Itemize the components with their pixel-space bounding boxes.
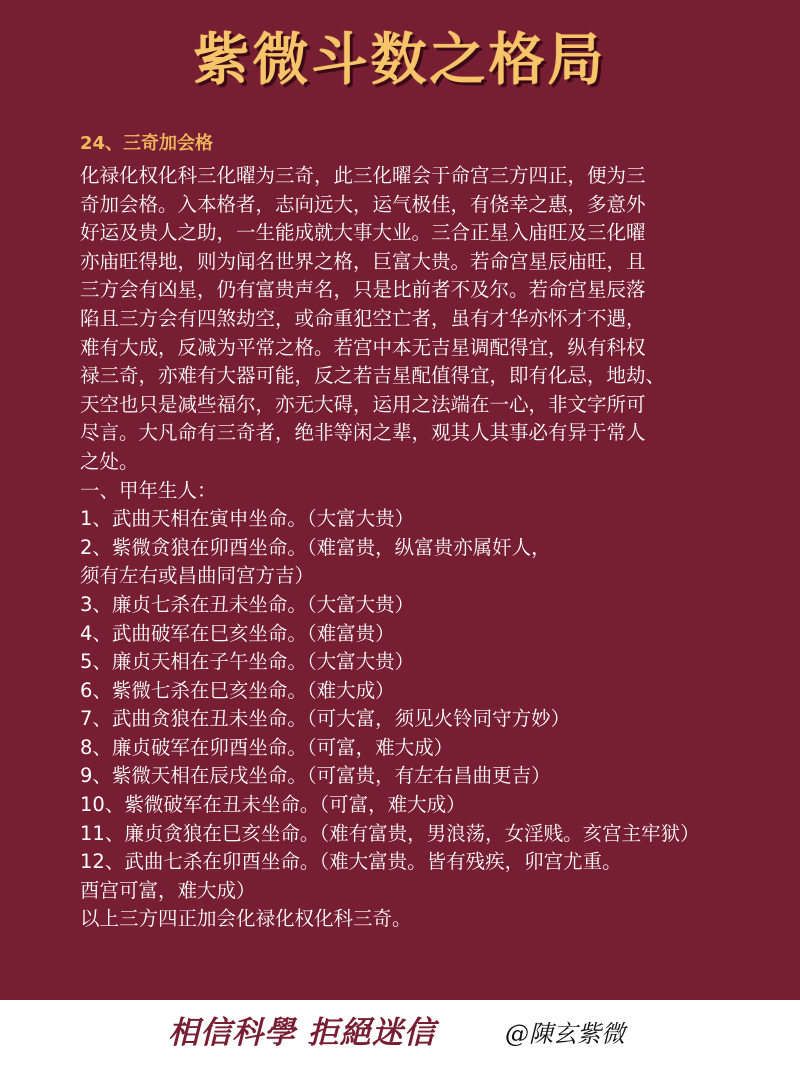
list-item: 2、紫微贪狼在卯酉坐命。（难富贵，纵富贵亦属奸人， (80, 535, 551, 559)
page-title: 紫微斗数之格局 (193, 28, 607, 93)
list-item-continuation: 酉宫可富，难大成） (80, 878, 256, 902)
footer-slogan: 相信科學 拒絕迷信 (168, 1015, 436, 1051)
list-heading: 一、甲年生人： (80, 478, 217, 502)
list-item: 7、武曲贪狼在丑未坐命。（可大富，须见火铃同守方妙） (80, 707, 571, 731)
article (80, 130, 780, 934)
list-item: 9、紫微天相在辰戌坐命。（可富贵，有左右昌曲更吉） (80, 764, 551, 788)
body-line: 化禄化权化科三化曜为三奇，此三化曜会于命宫三方四正，便为三 (80, 164, 646, 187)
author-signature: @陳玄紫微 (505, 1020, 625, 1048)
list-item: 8、廉贞破军在卯酉坐命。（可富，难大成） (80, 735, 454, 759)
list-item: 11、廉贞贪狼在巳亥坐命。（难有富贵，男浪荡，女淫贱。亥宫主牢狱） (80, 821, 700, 845)
body-line: 之处。 (80, 449, 139, 473)
list-item: 5、廉贞天相在子午坐命。（大富大贵） (80, 650, 415, 674)
body-line: 陷且三方会有四煞劫空，或命重犯空亡者，虽有才华亦怀才不遇， (80, 306, 646, 330)
list-item: 12、武曲七杀在卯酉坐命。（难大富贵。皆有残疾，卯宫尤重。 (80, 850, 622, 874)
list-item: 4、武曲破军在巳亥坐命。（难富贵） (80, 621, 395, 645)
list-item-continuation: 须有左右或昌曲同宫方吉） (80, 564, 315, 588)
body-line: 难有大成，反减为平常之格。若宫中本无吉星调配得宜，纵有科权 (80, 335, 646, 359)
list-item: 1、武曲天相在寅申坐命。（大富大贵） (80, 507, 415, 531)
list-summary: 以上三方四正加会化禄化权化科三奇。 (80, 907, 412, 931)
body-line: 好运及贵人之助，一生能成就大事大业。三合正星入庙旺及三化曜 (80, 221, 646, 245)
list-item: 10、紫微破军在丑未坐命。（可富，难大成） (80, 793, 466, 817)
footer (0, 1000, 800, 1067)
body-line: 天空也只是减些福尔，亦无大碍，运用之法端在一心，非文字所可 (80, 392, 646, 416)
list-item: 6、紫微七杀在巳亥坐命。（难大成） (80, 678, 395, 702)
body-line: 尽言。大凡命有三奇者，绝非等闲之辈，观其人其事必有异于常人 (80, 421, 646, 445)
body-line: 奇加会格。入本格者，志向远大，运气极佳，有侥幸之惠，多意外 (80, 192, 646, 216)
body-line: 亦庙旺得地，则为闻名世界之格，巨富大贵。若命宫星辰庙旺，且 (80, 249, 646, 273)
body-line: 三方会有凶星，仍有富贵声名，只是比前者不及尔。若命宫星辰落 (80, 278, 646, 302)
list-item: 3、廉贞七杀在丑未坐命。（大富大贵） (80, 592, 415, 616)
body-line: 禄三奇，亦难有大器可能，反之若吉星配值得宜，即有化忌，地劫、 (80, 364, 666, 388)
article-body (80, 162, 780, 477)
section-heading: 24、三奇加会格 (80, 133, 214, 154)
pattern-list (80, 477, 780, 935)
